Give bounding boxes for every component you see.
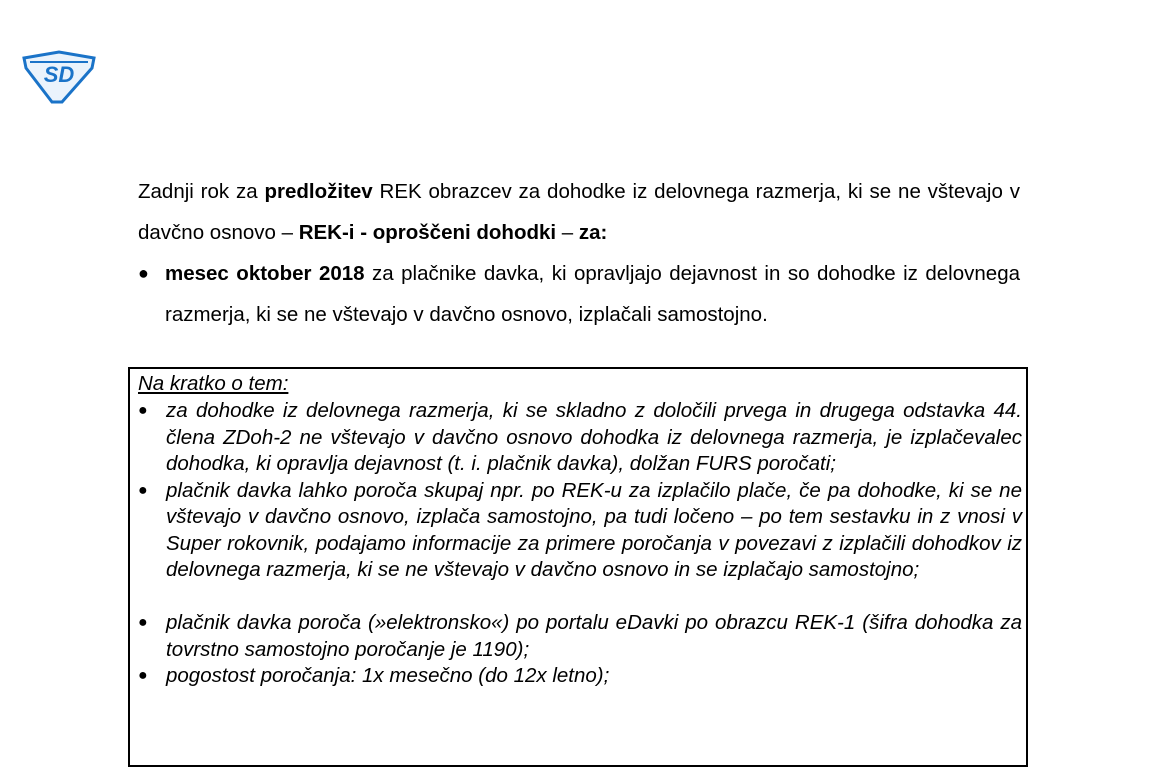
summary-item: ● za dohodke iz delovnega razmerja, ki se skladno z določili prvega in drugega odstavka 44. člena ZDoh-2 ne vštevajo v davčno osnovo dohodka iz delovnega razmerja, je izplačevalec dohodka, ki opravlja dejavnost (t. i. plačnik davka), dolžan FURS poročati; <box>138 399 1022 475</box>
bullet-icon: ● <box>138 402 148 419</box>
summary-item: ● plačnik davka lahko poroča skupaj npr. po REK-u za izplačilo plače, če pa dohodke, ki se ne vštevajo v davčno osnovo, izplača samostojno, pa tudi ločeno – po tem sestavku in z vnosi v Super rokovnik, podajamo informacije za primere poročanja v povezavi z izplačili dohodkov iz delovnega razmerja, ki se ne vštevajo v davčno osnovo in se izplačajo samostojno; <box>138 478 1022 581</box>
company-logo <box>22 50 96 104</box>
bullet-icon: ● <box>138 614 148 631</box>
summary-heading: Na kratko o tem: <box>138 372 289 395</box>
intro-section <box>138 171 1020 335</box>
intro-paragraph: Zadnji rok za predložitev REK obrazcev za dohodke iz delovnega razmerja, ki se ne vštevajo v davčno osnovo – REK-i - oproščeni dohodki – za: <box>138 180 1020 244</box>
summary-item: ● plačnik davka poroča (»elektronsko«) po portalu eDavki po obrazcu REK-1 (šifra dohodka za tovrstno samostojno poročanje je 1190); <box>138 611 1022 661</box>
summary-item: ● pogostost poročanja: 1x mesečno (do 12x letno); <box>138 663 1022 690</box>
bullet-icon: ● <box>138 667 148 684</box>
summary-list <box>138 398 1022 690</box>
bullet-icon: ● <box>138 263 149 283</box>
deadline-item: ● mesec oktober 2018 za plačnike davka, ki opravljajo dejavnost in so dohodke iz delovnega razmerja, ki se ne vštevajo v davčno osnovo, izplačali samostojno. <box>138 253 1020 335</box>
logo-letters: SD <box>43 62 75 87</box>
summary-box <box>128 367 1028 767</box>
bullet-icon: ● <box>138 481 148 499</box>
